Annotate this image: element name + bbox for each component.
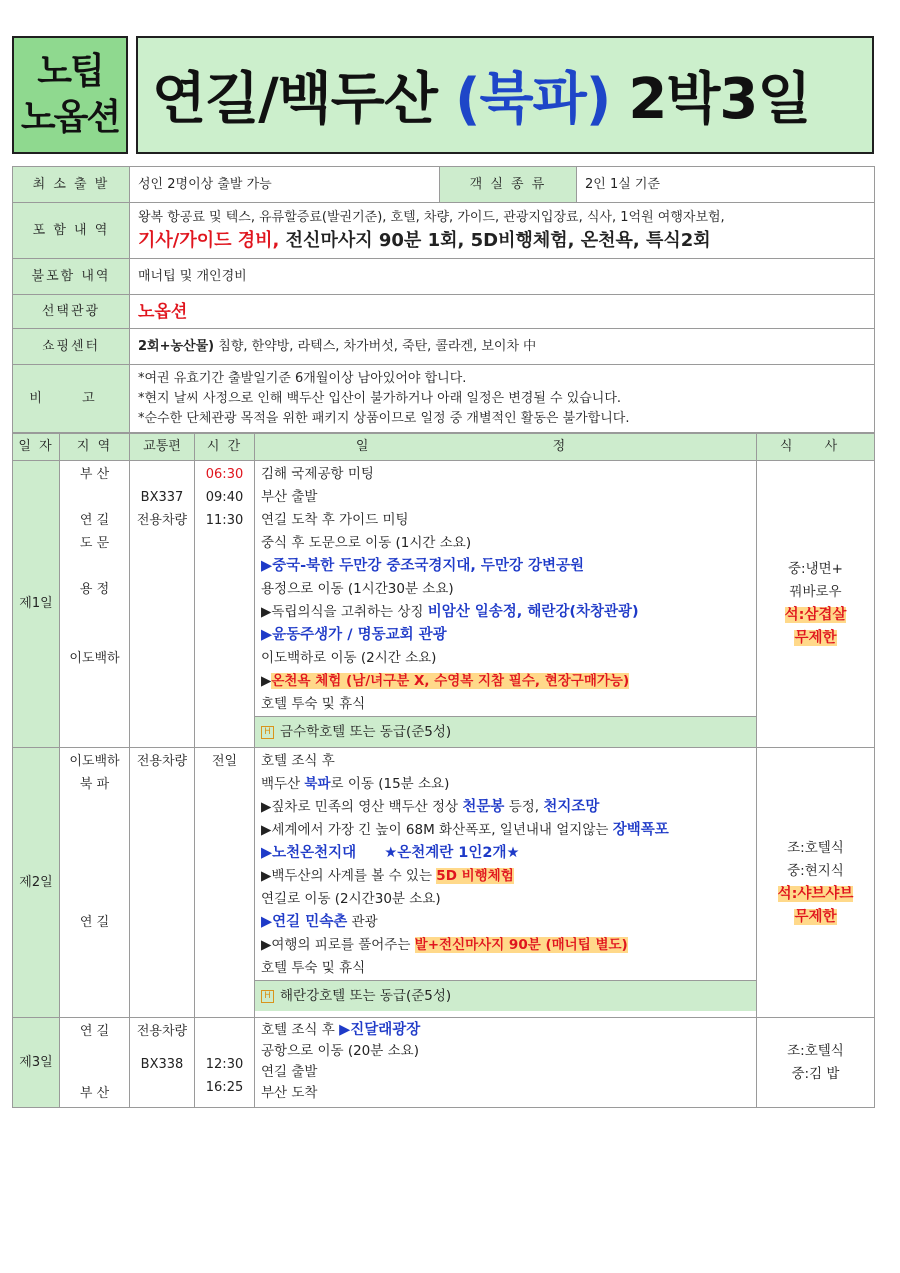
transport — [130, 463, 194, 486]
itinerary-line — [261, 819, 756, 842]
region — [60, 555, 129, 578]
region — [60, 601, 129, 624]
day1-label: 제1일 — [13, 461, 60, 748]
itinerary-line: 이도백하로 이동 (2시간 소요) — [261, 650, 437, 666]
itinerary-text: ▶짚차로 민족의 영산 백두산 정상 — [261, 799, 463, 815]
time: 06:30 — [205, 467, 244, 482]
time: 전일 — [211, 754, 238, 769]
day3-label: 제3일 — [13, 1018, 60, 1108]
optional-tour-value: 노옵션 — [130, 295, 875, 329]
itinerary-line — [261, 865, 756, 888]
region: 부 산 — [79, 467, 110, 482]
region — [60, 865, 129, 888]
badge-line1: 노팁 — [37, 51, 103, 92]
day2-label: 제2일 — [13, 748, 60, 1018]
itinerary-text: 호텔 조식 후 — [261, 1022, 340, 1038]
day2-hotel — [255, 980, 756, 1011]
title-destination: 연길/백두산 — [152, 67, 437, 132]
header-transport: 교통편 — [130, 434, 195, 461]
title-route: (북파) — [454, 67, 611, 132]
itinerary-line — [261, 842, 756, 865]
shopping-count: 2회+농산물) — [138, 338, 215, 354]
region — [60, 1066, 129, 1084]
itinerary-text: ▶백두산의 사계를 볼 수 있는 — [261, 868, 437, 884]
excluded-value: 매너팁 및 개인경비 — [130, 259, 875, 295]
itinerary-text: ▶독립의식을 고취하는 상징 — [261, 604, 428, 620]
region — [60, 842, 129, 865]
region: 이도백하 — [69, 754, 120, 769]
no-tip-no-option-badge — [12, 36, 128, 154]
meal-special: 무제한 — [794, 630, 837, 646]
region: 부 산 — [79, 1086, 110, 1101]
day1-row — [13, 461, 875, 748]
itinerary-highlight: 발+전신마사지 90분 (매너팁 별도) — [414, 937, 628, 953]
title-duration: 2박3일 — [628, 67, 811, 132]
itinerary-line — [261, 796, 756, 819]
day2-transport — [130, 748, 195, 1018]
included-guide-fee: 기사/가이드 경비, — [138, 229, 280, 251]
region: 이도백하 — [69, 651, 120, 666]
day1-meals — [757, 461, 875, 748]
included-extras: 전신마사지 90분 1회, 5D비행체험, 온천욕, 특식2회 — [279, 229, 711, 251]
header-day: 일 자 — [13, 434, 60, 461]
transport — [130, 1043, 194, 1053]
included-line1: 왕복 항공료 및 텍스, 유류할증료(발권기준), 호텔, 차량, 가이드, 관광지입장료, 식사, 1억원 여행자보험, — [138, 209, 725, 225]
header-meal: 식 사 — [757, 434, 875, 461]
day2-itinerary — [255, 748, 757, 1018]
itinerary-line: 부산 출발 — [261, 489, 318, 505]
note-item: *현지 날씨 사정으로 인해 백두산 입산이 불가하거나 아래 일정은 변경될 수 있습니다. — [138, 390, 622, 406]
meal: 중:냉면+ — [788, 561, 843, 577]
shopping-label: 쇼핑센터 — [13, 329, 130, 365]
included-label: 포 함 내 역 — [13, 203, 130, 259]
min-departure-label: 최 소 출 발 — [13, 167, 130, 203]
page-title — [136, 36, 874, 154]
itinerary-line: 중식 후 도문으로 이동 (1시간 소요) — [261, 535, 472, 551]
region — [60, 796, 129, 819]
itinerary-text: ▶ — [261, 673, 272, 689]
itinerary-highlight: 천문봉 — [462, 799, 505, 815]
itinerary-line: 김해 국제공항 미팅 — [261, 466, 374, 482]
day3-row — [13, 1018, 875, 1108]
transport: 전용차량 — [136, 513, 188, 528]
notes-value — [130, 365, 875, 433]
day1-itinerary — [255, 461, 757, 748]
region — [60, 1043, 129, 1066]
hotel-name: 금수학호텔 또는 동급(준5성) — [280, 724, 452, 740]
region — [60, 819, 129, 842]
optional-tour-label: 선택관광 — [13, 295, 130, 329]
meal-special: 석:삼겹살 — [784, 607, 847, 623]
itinerary-highlight: ▶연길 민속촌 — [261, 914, 348, 930]
shopping-value — [130, 329, 875, 365]
region: 연 길 — [79, 513, 110, 528]
day2-row — [13, 748, 875, 1018]
hotel-icon: H — [261, 990, 274, 1003]
itinerary-line: 연길로 이동 (2시간30분 소요) — [261, 891, 441, 907]
itinerary-line — [261, 1020, 756, 1041]
itinerary-line: 부산 도착 — [261, 1085, 318, 1101]
meal: 꿔바로우 — [789, 584, 842, 600]
itinerary-line: 연길 출발 — [261, 1064, 318, 1080]
header-region: 지 역 — [60, 434, 130, 461]
itinerary-highlight: 5D 비행체험 — [436, 868, 514, 884]
day1-hotel — [255, 716, 756, 747]
itinerary-line: ▶중국-북한 두만강 중조국경지대, 두만강 강변공원 — [261, 558, 585, 574]
itinerary-highlight: 천지조망 — [543, 799, 600, 815]
itinerary-line: 호텔 조식 후 — [261, 753, 335, 769]
meal-special: 무제한 — [794, 908, 837, 925]
itinerary-highlight: 북파 — [304, 776, 331, 792]
badge-line2: 노옵션 — [20, 97, 120, 138]
itinerary-highlight: ▶진달래광장 — [339, 1022, 421, 1038]
meal: 조:호텔식 — [787, 839, 844, 856]
transport: 전용차량 — [136, 1024, 188, 1039]
transport: BX337 — [140, 490, 184, 505]
region: 북 파 — [79, 777, 110, 792]
day2-times — [195, 748, 255, 1018]
day1-regions — [60, 461, 130, 748]
itinerary-text: ▶여행의 피로를 풀어주는 — [261, 937, 415, 953]
itinerary-text: ▶노천온천지대 — [261, 845, 357, 861]
itinerary-text: 등정, — [504, 799, 544, 815]
region: 도 문 — [79, 536, 110, 551]
time: 12:30 — [205, 1057, 244, 1072]
itinerary-line — [261, 934, 756, 957]
day2-regions — [60, 748, 130, 1018]
region — [60, 486, 129, 509]
time: 16:25 — [205, 1080, 244, 1095]
itinerary-line: ▶윤동주생가 / 명동교회 관광 — [261, 627, 447, 643]
itinerary-text: 관광 — [347, 914, 378, 930]
schedule-table — [12, 433, 875, 1108]
note-item: *여권 유효기간 출발일기준 6개월이상 남아있어야 합니다. — [138, 370, 467, 386]
itinerary-text: 백두산 — [261, 776, 305, 792]
meal: 중:현지식 — [787, 862, 844, 879]
shopping-items: 침향, 한약방, 라텍스, 차가버섯, 죽탄, 콜라겐, 보이차 中 — [214, 338, 537, 354]
room-type-value: 2인 1실 기준 — [577, 167, 875, 203]
header-time: 시 간 — [195, 434, 255, 461]
itinerary-highlight: 비암산 일송정, 해란강(차창관광) — [427, 604, 639, 620]
itinerary-highlight: 장백폭포 — [612, 822, 669, 838]
region — [60, 624, 129, 647]
region: 연 길 — [79, 915, 110, 930]
itinerary-line: 연길 도착 후 가이드 미팅 — [261, 512, 409, 528]
included-line2 — [138, 228, 866, 254]
time: 11:30 — [205, 513, 244, 528]
itinerary-line — [261, 601, 756, 624]
transport: 전용차량 — [136, 754, 188, 769]
region: 용 정 — [79, 582, 110, 597]
day3-itinerary — [255, 1018, 757, 1108]
day3-transport — [130, 1018, 195, 1108]
header-itinerary: 일 정 — [255, 434, 757, 461]
day1-times — [195, 461, 255, 748]
min-departure-value: 성인 2명이상 출발 가능 — [130, 167, 440, 203]
region — [60, 888, 129, 911]
note-item: *순수한 단체관광 목적을 위한 패키지 상품이므로 일정 중 개별적인 활동은 불가합니다. — [138, 410, 630, 426]
included-value — [130, 203, 875, 259]
notes-label: 비 고 — [13, 365, 130, 433]
itinerary-line — [261, 773, 756, 796]
hotel-name: 해란강호텔 또는 동급(준5성) — [280, 988, 452, 1004]
time — [195, 1043, 254, 1053]
day3-regions — [60, 1018, 130, 1108]
day3-meals — [757, 1018, 875, 1108]
time: 09:40 — [205, 490, 244, 505]
time — [195, 1020, 254, 1043]
excluded-label: 불포함 내역 — [13, 259, 130, 295]
day3-times — [195, 1018, 255, 1108]
itinerary-text: ▶세계에서 가장 긴 높이 68M 화산폭포, 일년내내 얼지않는 — [261, 822, 613, 838]
itinerary-line: 용정으로 이동 (1시간30분 소요) — [261, 581, 454, 597]
meal-special: 석:샤브샤브 — [777, 885, 854, 902]
day1-transport — [130, 461, 195, 748]
itinerary-text: 로 이동 (15분 소요) — [330, 776, 450, 792]
itinerary-line — [261, 911, 756, 934]
itinerary-line — [261, 670, 756, 693]
itinerary-line: 공항으로 이동 (20분 소요) — [261, 1043, 419, 1059]
room-type-label: 객 실 종 류 — [440, 167, 577, 203]
region: 연 길 — [79, 1024, 110, 1039]
transport: BX338 — [140, 1057, 184, 1072]
itinerary-line: 호텔 투숙 및 휴식 — [261, 960, 366, 976]
itinerary-highlight: 온천욕 체험 (남/녀구분 X, 수영복 지참 필수, 현장구매가능) — [271, 673, 630, 689]
meal: 조:호텔식 — [787, 1042, 844, 1059]
hotel-icon: H — [261, 726, 274, 739]
itinerary-line: 호텔 투숙 및 휴식 — [261, 696, 366, 712]
itinerary-highlight: ★온천계란 1인2개★ — [384, 845, 520, 861]
meal: 중:김 밥 — [791, 1065, 840, 1082]
info-table — [12, 166, 875, 433]
day2-meals — [757, 748, 875, 1018]
